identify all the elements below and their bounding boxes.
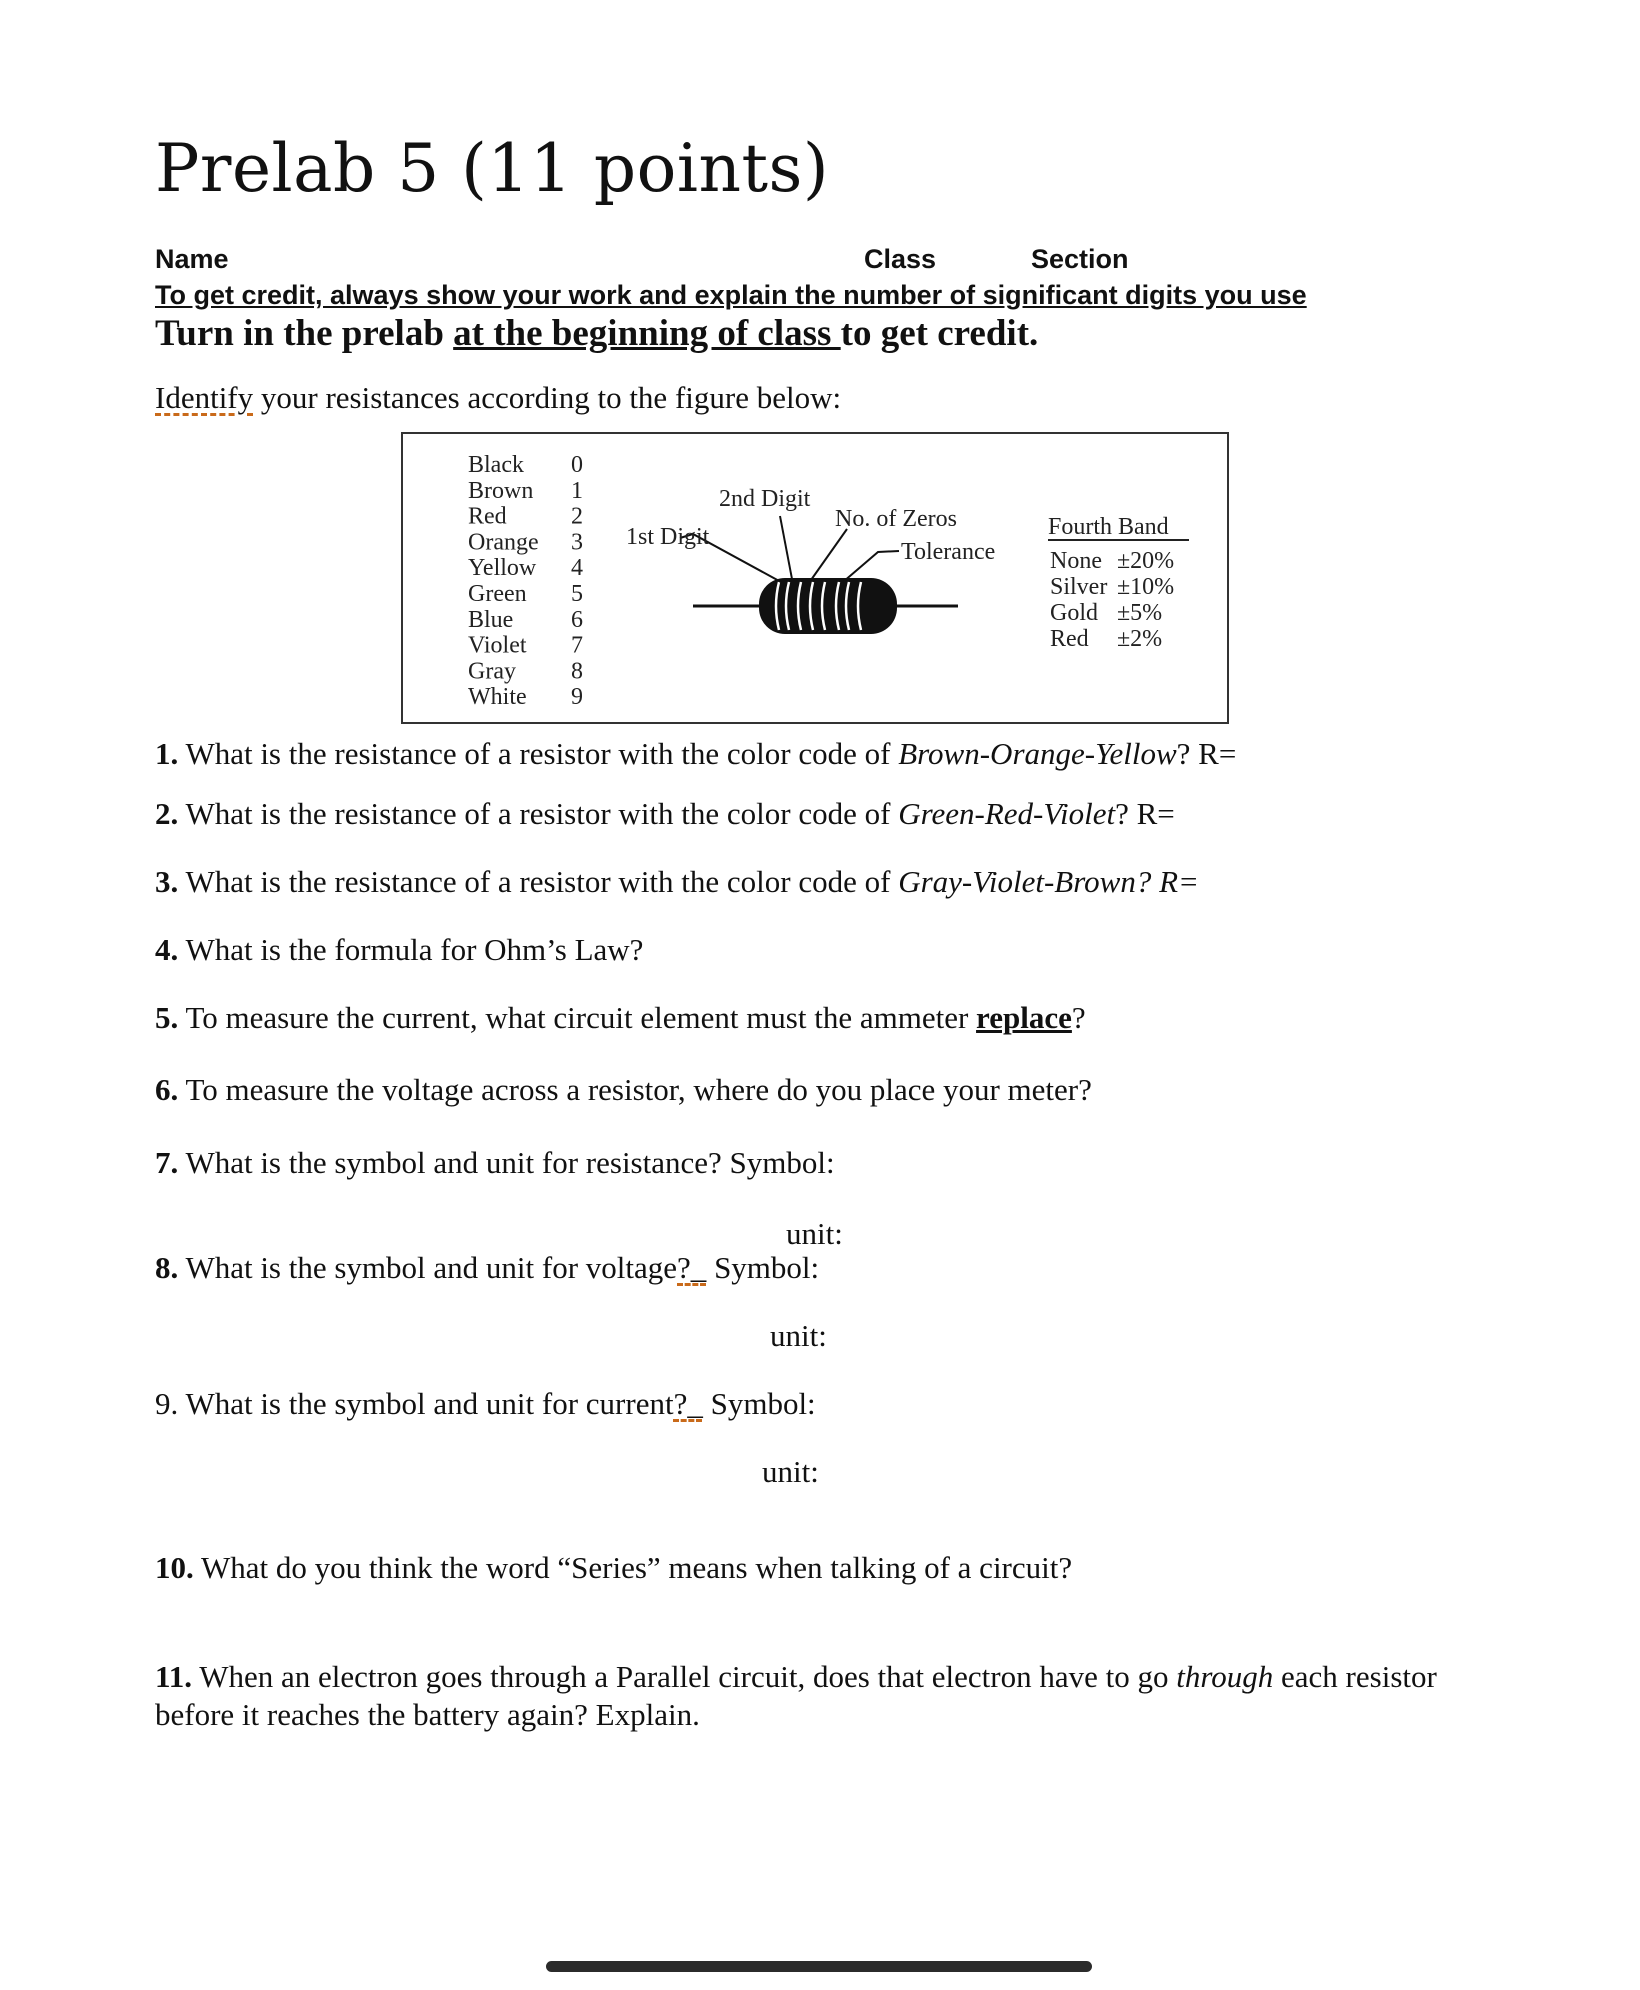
color-name: Brown [468, 477, 534, 504]
band-name: Gold [1050, 600, 1098, 626]
turn-in-instruction [155, 312, 1038, 355]
fourth-band-table [1050, 548, 1174, 652]
color-digit: 9 [571, 684, 583, 711]
question-8-unit: unit: [770, 1318, 827, 1353]
band-name: Red [1050, 626, 1089, 652]
band-tolerance: ±2% [1117, 626, 1163, 652]
question-2: 2. What is the resistance of a resistor with the color code of Green-Red-Violet? R= [155, 796, 1175, 831]
identify-word: Identify [155, 380, 254, 415]
question-9: 9. What is the symbol and unit for current?_ Symbol: [155, 1386, 816, 1421]
band-tolerance: ±5% [1117, 600, 1163, 626]
credit-note: To get credit, always show your work and explain the number of significant digits you use [155, 280, 1307, 310]
scroll-indicator[interactable] [546, 1961, 1092, 1972]
color-name: Orange [468, 529, 539, 556]
replace-emphasis: replace [976, 1000, 1072, 1035]
page-title: Prelab 5 (11 points) [155, 130, 830, 207]
band-tolerance: ±10% [1117, 574, 1175, 600]
fourth-band-heading: Fourth Band [1048, 514, 1169, 540]
question-6: 6. To measure the voltage across a resistor, where do you place your meter? [155, 1072, 1092, 1107]
color-name: Yellow [468, 555, 537, 582]
question-10: 10. What do you think the word “Series” means when talking of a circuit? [155, 1550, 1073, 1585]
color-digit: 8 [571, 658, 583, 685]
turn-in-post: to get credit. [840, 313, 1039, 354]
color-name: Green [468, 581, 527, 607]
class-label: Class [864, 244, 937, 274]
question-5: 5. To measure the current, what circuit element must the ammeter replace? [155, 1000, 1086, 1035]
tolerance-label: Tolerance [901, 539, 996, 565]
second-digit-label: 2nd Digit [719, 486, 811, 512]
color-digit: 0 [571, 452, 583, 478]
color-digit: 3 [571, 529, 583, 556]
question-9-unit: unit: [762, 1454, 819, 1489]
question-4: 4. What is the formula for Ohm’s Law? [155, 932, 644, 967]
question-11: 11. When an electron goes through a Parallel circuit, does that electron have to go through each resistor before it reaches the battery again? Explain. [155, 1659, 1437, 1732]
color-name: Red [468, 503, 507, 530]
question-7: 7. What is the symbol and unit for resistance? Symbol: [155, 1145, 835, 1180]
zeros-label: No. of Zeros [835, 506, 957, 532]
identify-rest: your resistances according to the figure below: [253, 380, 842, 415]
identify-instruction [155, 380, 841, 416]
color-name: White [468, 684, 527, 711]
name-label: Name [155, 244, 229, 274]
resistor-color-code-figure [401, 432, 1229, 724]
color-name: Gray [468, 658, 516, 685]
color-name: Black [468, 452, 524, 478]
question-1: 1. What is the resistance of a resistor with the color code of Brown-Orange-Yellow? R= [155, 736, 1237, 771]
band-tolerance: ±20% [1117, 548, 1175, 574]
turn-in-pre: Turn in the prelab [155, 313, 454, 354]
resistor-icon [693, 578, 958, 634]
band-name: None [1050, 548, 1102, 574]
color-code: Gray-Violet-Brown? R= [898, 864, 1199, 899]
color-code: Green-Red-Violet [898, 796, 1116, 831]
section-label: Section [1031, 244, 1129, 274]
color-digit: 6 [571, 606, 583, 633]
first-digit-label: 1st Digit [626, 524, 710, 550]
color-digit: 7 [571, 632, 583, 659]
color-name: Violet [468, 632, 527, 659]
color-name: Blue [468, 606, 514, 633]
color-digit: 1 [571, 477, 583, 504]
color-code-table [468, 452, 583, 710]
color-digit: 2 [571, 503, 583, 530]
question-8: 8. What is the symbol and unit for voltage?_ Symbol: [155, 1250, 820, 1285]
color-digit: 4 [571, 555, 583, 582]
band-name: Silver [1050, 574, 1108, 600]
question-7-unit: unit: [786, 1216, 843, 1251]
color-digit: 5 [571, 581, 583, 607]
question-3: 3. What is the resistance of a resistor with the color code of Gray-Violet-Brown? R= [155, 864, 1199, 899]
turn-in-underlined: at the beginning of class [453, 313, 841, 354]
color-code: Brown-Orange-Yellow [898, 736, 1177, 771]
